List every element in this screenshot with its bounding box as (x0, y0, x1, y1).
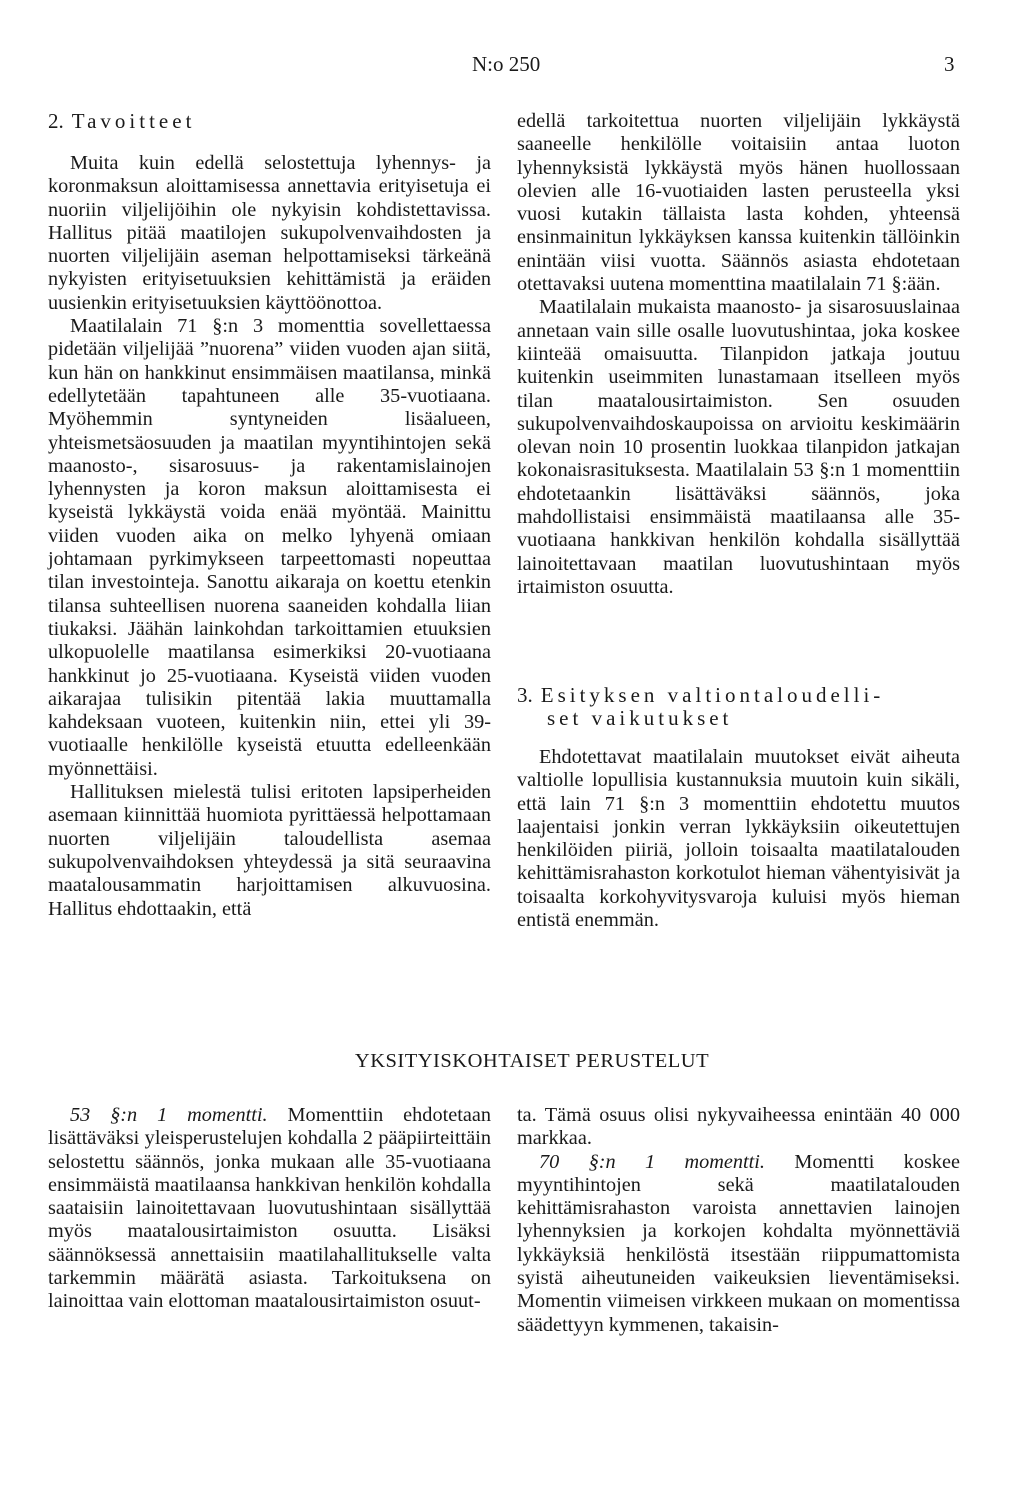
detailed-continuation: ta. Tämä osuus olisi nykyvaiheessa enintään 40 000 markkaa. (517, 1104, 960, 1150)
section-53-reference: 53 §:n 1 momentti. (70, 1104, 268, 1126)
page-number: 3 (944, 52, 955, 76)
right-paragraph: edellä tarkoitettua nuorten viljelijäin lykkäystä saaneelle henkilölle voitaisiin antaa luoton lyhennyksistä lykkäystä myös hänen huollossaan olevien alle 16-vuotiaiden lasten perusteella yksi vuosi kutakin tällaista lasta kohden, yhteensä ensinmainitun lykkäyksen kanssa kuitenkin tällöinkin enintään viisi vuotta. Säännös asiasta ehdotetaan otettavaksi uutena momenttina maatilalain 71 §:ään. (517, 110, 960, 296)
section-3-heading-line2: set vaikutukset (547, 706, 733, 730)
section-2-paragraph: Maatilalain 71 §:n 3 momenttia sovellettaessa pidetään viljelijää ”nuorena” viiden vuoden ajan siitä, kun hän on hankkinut ensimmäisen maatilansa, minkä edellytetään tapahtuneen alle 35-vuotiaana. Myöhemmin syntyneiden lisäalueen, yhteismetsäosuuden ja maatilan myyntihintojen sekä maanosto-, sisarosuus- ja rakentamislainojen lyhennysten ja koron maksun aloittamisesta ei kyseistä lykkäystä voida enää myöntää. Mainittu viiden vuoden aika on melko lyhyenä omiaan johtamaan pyrkimykseen tarpeettomasti nopeuttaa tilan investointeja. Sanottu aikaraja on koettu etenkin tilansa suhteellisen nuorena saaneiden kohdalla liian tiukaksi. Jäähän lainkohdan tarkoittamien etuuksien ulkopuolelle maatilansa esimerkiksi 20-vuotiaana hankkinut jo 25-vuotiaana. Kyseistä viiden vuoden aikarajaa tulisikin pitentää lakia muuttamalla kahdeksaan vuoteen, kuitenkin niin, ettei yli 39-vuotiaalle henkilölle kyseistä etuutta edelleenkään myönnettäisi. (48, 315, 491, 780)
section-2-title (48, 110, 195, 133)
section-2-paragraph: Muita kuin edellä selostettuja lyhennys- ja koronmaksun aloittamisessa annettavia erityisetuja ei nuoriin viljelijöihin ole nykyisin kohdistettavissa. Hallitus pitää maatilojen sukupolvenvaihdosten ja nuorten viljelijäin aseman helpottamiseksi tärkeänä nykyisten erityisetuuksien kehittämistä ja eräiden uusienkin erityisetuuksien käyttöönottoa. (48, 152, 491, 314)
left-column (48, 152, 491, 921)
document-number: N:o 250 (472, 52, 541, 76)
detailed-paragraph-53 (48, 1104, 491, 1314)
right-column (517, 110, 960, 599)
detailed-right-column (517, 1104, 960, 1337)
section-70-reference: 70 §:n 1 momentti. (539, 1150, 766, 1173)
section-70-text: Momentti koskee myyntihintojen sekä maatilatalouden kehittämisrahaston varoista annettavien lainojen lyhennyksien ja korkojen kohdalta myönnettäviä lykkäyksiä henkilöstä itsestään riippumattomista syistä aiheutuneiden vaikeuksien lieventämiseksi. Momentin viimeisen virkkeen mukaan on momentissa säädettyyn kymmenen, takaisin- (517, 1150, 960, 1336)
section-2-paragraph: Hallituksen mielestä tulisi eritoten lapsiperheiden asemaan kiinnittää huomiota pyrittäessä helpottamaan nuorten viljelijäin taloudellista asemaa sukupolvenvaihdoksen yhteydessä ja sitä seuraavina maatalousammatin harjoittamisen alkuvuosina. Hallitus ehdottaakin, että (48, 781, 491, 920)
section-3-body (517, 746, 960, 932)
section-53-text: Momenttiin ehdotetaan lisättäväksi yleisperustelujen kohdalla 2 pääpiirteittäin selostettu säännös, jonka mukaan alle 35-vuotiaana ensimmäistä maatilaansa hankkivan henkilön kohdalla saataisiin lainoitettavaan luovutushintaan sisällyttää myös maatalousirtaimiston osuutta. Lisäksi säännöksessä annettaisiin maatilahallitukselle valta tarkemmin määrätä asiasta. Tarkoituksena on lainoittaa vain elottoman maatalousirtaimiston osuut- (48, 1104, 491, 1313)
right-paragraph: Maatilalain mukaista maanosto- ja sisarosuuslainaa annetaan vain sille osalle luovutushintaa, joka koskee kiinteää omaisuutta. Tilanpidon jatkaja joutuu kuitenkin useimmiten lunastamaan itselleen myös tilan maatalousirtaimiston. Sen osuuden sukupolvenvaihdoskaupoissa on arvioitu keskimäärin olevan noin 10 prosentin luokkaa tilanpidon jatkajan kokonaisrasituksesta. Maatilalain 53 §:n 1 momenttiin ehdotetaankin lisättäväksi säännös, joka mahdollistaisi ensimmäistä maatilaansa alle 35-vuotiaana hankkivan henkilön kohdalla sisällyttää lainoitettavaan maatilan luovutushintaan myös irtaimiston osuutta. (517, 296, 960, 598)
detailed-heading: YKSITYISKOHTAISET PERUSTELUT (354, 1050, 710, 1072)
section-3-heading-line1: Esityksen valtiontaloudelli- (540, 683, 885, 707)
section-3-number: 3. (517, 683, 533, 707)
section-3-paragraph: Ehdotettavat maatilalain muutokset eivät aiheuta valtiolle lopullisia kustannuksia muutoin kuin sikäli, että lain 71 §:n 3 momenttiin ehdotettu muutos laajentaisi jonkin verran lykkäyksiin oikeutettujen henkilöiden piiriä, jolloin toisaalta maatilatalouden kehittämisrahaston korkotulot hieman vähentyisivät ja toisaalta korkohyvitysvaroja kuluisi myös hieman entistä enemmän. (517, 746, 960, 932)
section-2-number: 2. (48, 109, 64, 133)
detailed-left-column (48, 1104, 491, 1314)
section-3-title (517, 684, 967, 730)
section-2-heading: Tavoitteet (71, 109, 196, 133)
detailed-paragraph-70 (517, 1151, 960, 1337)
